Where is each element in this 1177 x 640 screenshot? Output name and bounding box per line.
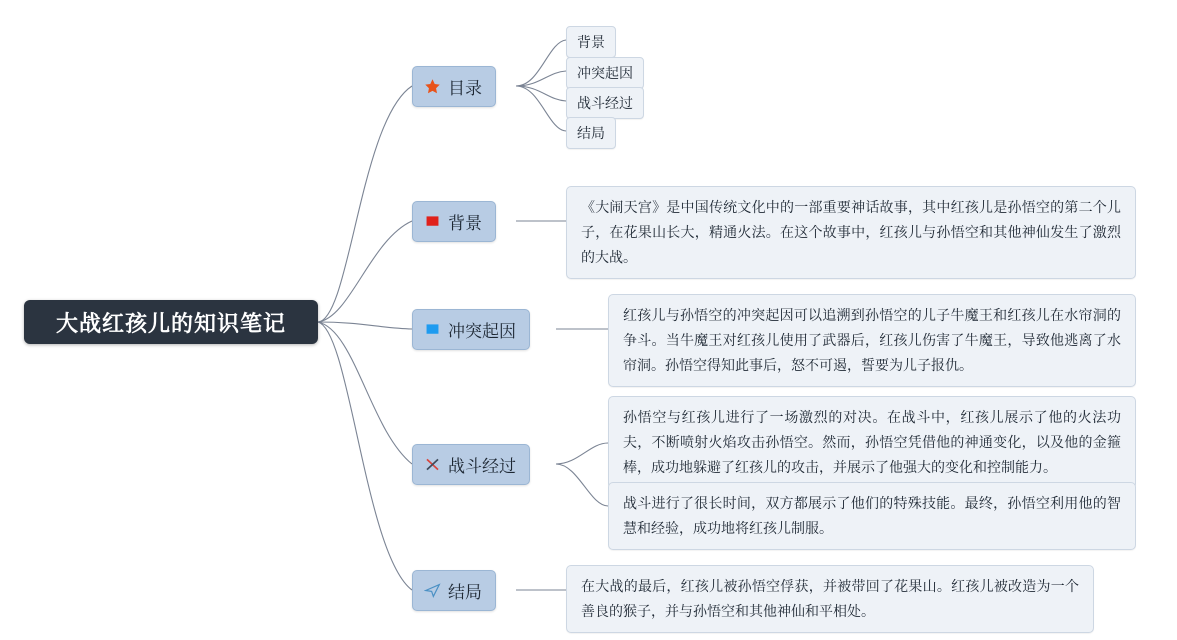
text-node-paragraph: 在大战的最后，红孩儿被孙悟空俘获，并被带回了花果山。红孩儿被改造为一个善良的猴子，并与孙悟空和其他神仙和平相处。 [581, 578, 1079, 619]
text-node-ending[interactable] [566, 565, 1094, 633]
star-icon [424, 78, 441, 95]
leaf-node-label: 冲突起因 [577, 65, 633, 81]
text-node-battle-1[interactable] [608, 396, 1136, 489]
topic-node-background[interactable] [412, 201, 496, 242]
text-node-paragraph: 《大闹天宫》是中国传统文化中的一部重要神话故事，其中红孩儿是孙悟空的第二个儿子，在花果山长大，精通火法。在这个故事中，红孩儿与孙悟空和其他神仙发生了激烈的大战。 [581, 199, 1121, 265]
crossed-swords-icon [424, 456, 441, 473]
blue-square-icon [424, 321, 441, 338]
text-node-cause[interactable] [608, 294, 1136, 387]
topic-node-ending[interactable] [412, 570, 496, 611]
topic-node-ending-label: 结局 [448, 583, 482, 602]
text-node-background[interactable] [566, 186, 1136, 279]
paper-plane-icon [424, 582, 441, 599]
text-node-battle-2[interactable] [608, 482, 1136, 550]
topic-node-cause-label: 冲突起因 [448, 322, 516, 341]
leaf-node-catalog-ending[interactable] [566, 117, 616, 149]
leaf-node-catalog-battle[interactable] [566, 87, 644, 119]
topic-node-battle[interactable] [412, 444, 530, 485]
leaf-node-label: 战斗经过 [577, 95, 633, 111]
topic-node-battle-label: 战斗经过 [448, 457, 516, 476]
topic-node-cause[interactable] [412, 309, 530, 350]
leaf-node-label: 结局 [577, 125, 605, 141]
topic-node-catalog[interactable] [412, 66, 496, 107]
leaf-node-catalog-cause[interactable] [566, 57, 644, 89]
text-node-paragraph: 孙悟空与红孩儿进行了一场激烈的对决。在战斗中，红孩儿展示了他的火法功夫，不断喷射火焰攻击孙悟空。然而，孙悟空凭借他的神通变化，以及他的金箍棒，成功地躲避了红孩儿的攻击，并展示了他强大的变化和控制能力。 [623, 409, 1121, 475]
root-node[interactable] [24, 300, 318, 344]
leaf-node-catalog-background[interactable] [566, 26, 616, 58]
red-flag-icon [424, 213, 441, 230]
text-node-paragraph: 红孩儿与孙悟空的冲突起因可以追溯到孙悟空的儿子牛魔王和红孩儿在水帘洞的争斗。当牛魔王对红孩儿使用了武器后，红孩儿伤害了牛魔王，导致他逃离了水帘洞。孙悟空得知此事后，怒不可遏，誓要为儿子报仇。 [623, 307, 1121, 373]
topic-node-background-label: 背景 [448, 214, 482, 233]
text-node-paragraph: 战斗进行了很长时间，双方都展示了他们的特殊技能。最终，孙悟空利用他的智慧和经验，成功地将红孩儿制服。 [623, 495, 1121, 536]
topic-node-catalog-label: 目录 [448, 79, 482, 98]
leaf-node-label: 背景 [577, 34, 605, 50]
root-node-label: 大战红孩儿的知识笔记 [55, 310, 286, 336]
